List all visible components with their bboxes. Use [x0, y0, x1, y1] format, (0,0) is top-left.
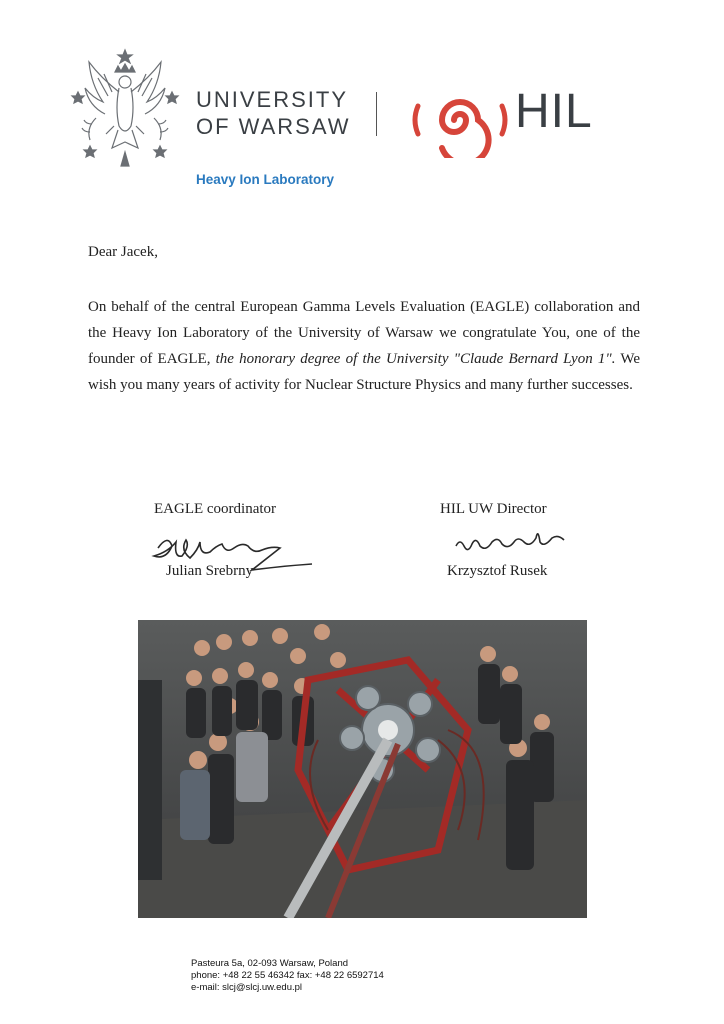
footer-address: Pasteura 5a, 02-093 Warsaw, Poland	[191, 958, 349, 969]
letter-body	[88, 294, 640, 398]
left-signatory-name: Julian Srebrny	[166, 563, 254, 579]
lab-name: Heavy Ion Laboratory	[196, 172, 335, 187]
left-signatory-role: EAGLE coordinator	[154, 501, 277, 517]
footer-email: e-mail: slcj@slcj.uw.edu.pl	[191, 982, 303, 993]
footer-contact	[191, 958, 384, 994]
header-divider	[376, 92, 377, 136]
university-eagle-emblem-icon	[68, 48, 182, 174]
letter-body-text: On behalf of the central European Gamma Levels Evaluation (EAGLE) collaboration and the Heavy Ion Laboratory of the University of Warsaw we congratulate You, one of the founder of EAGLE,	[88, 299, 640, 367]
right-handwritten-signature	[450, 528, 590, 560]
right-signatory-name: Krzysztof Rusek	[447, 563, 548, 579]
university-name-line1: UNIVERSITY	[196, 87, 349, 112]
letter-body-italic: the honorary degree of the University "Claude Bernard Lyon 1".	[215, 351, 616, 367]
salutation: Dear Jacek,	[88, 244, 158, 260]
university-name	[196, 86, 350, 140]
letter-body-text-end: We wish you many years of activity for Nuclear Structure Physics and many further successes.	[88, 351, 641, 393]
lab-group-photo	[138, 620, 587, 918]
university-name-line2: OF WARSAW	[196, 114, 351, 139]
hil-spiral-logo-icon	[412, 82, 508, 158]
footer-phone: phone: +48 22 55 46342 fax: +48 22 6592714	[191, 970, 384, 981]
right-signatory-role: HIL UW Director	[440, 501, 547, 517]
hil-logo-text: HIL	[515, 85, 593, 138]
